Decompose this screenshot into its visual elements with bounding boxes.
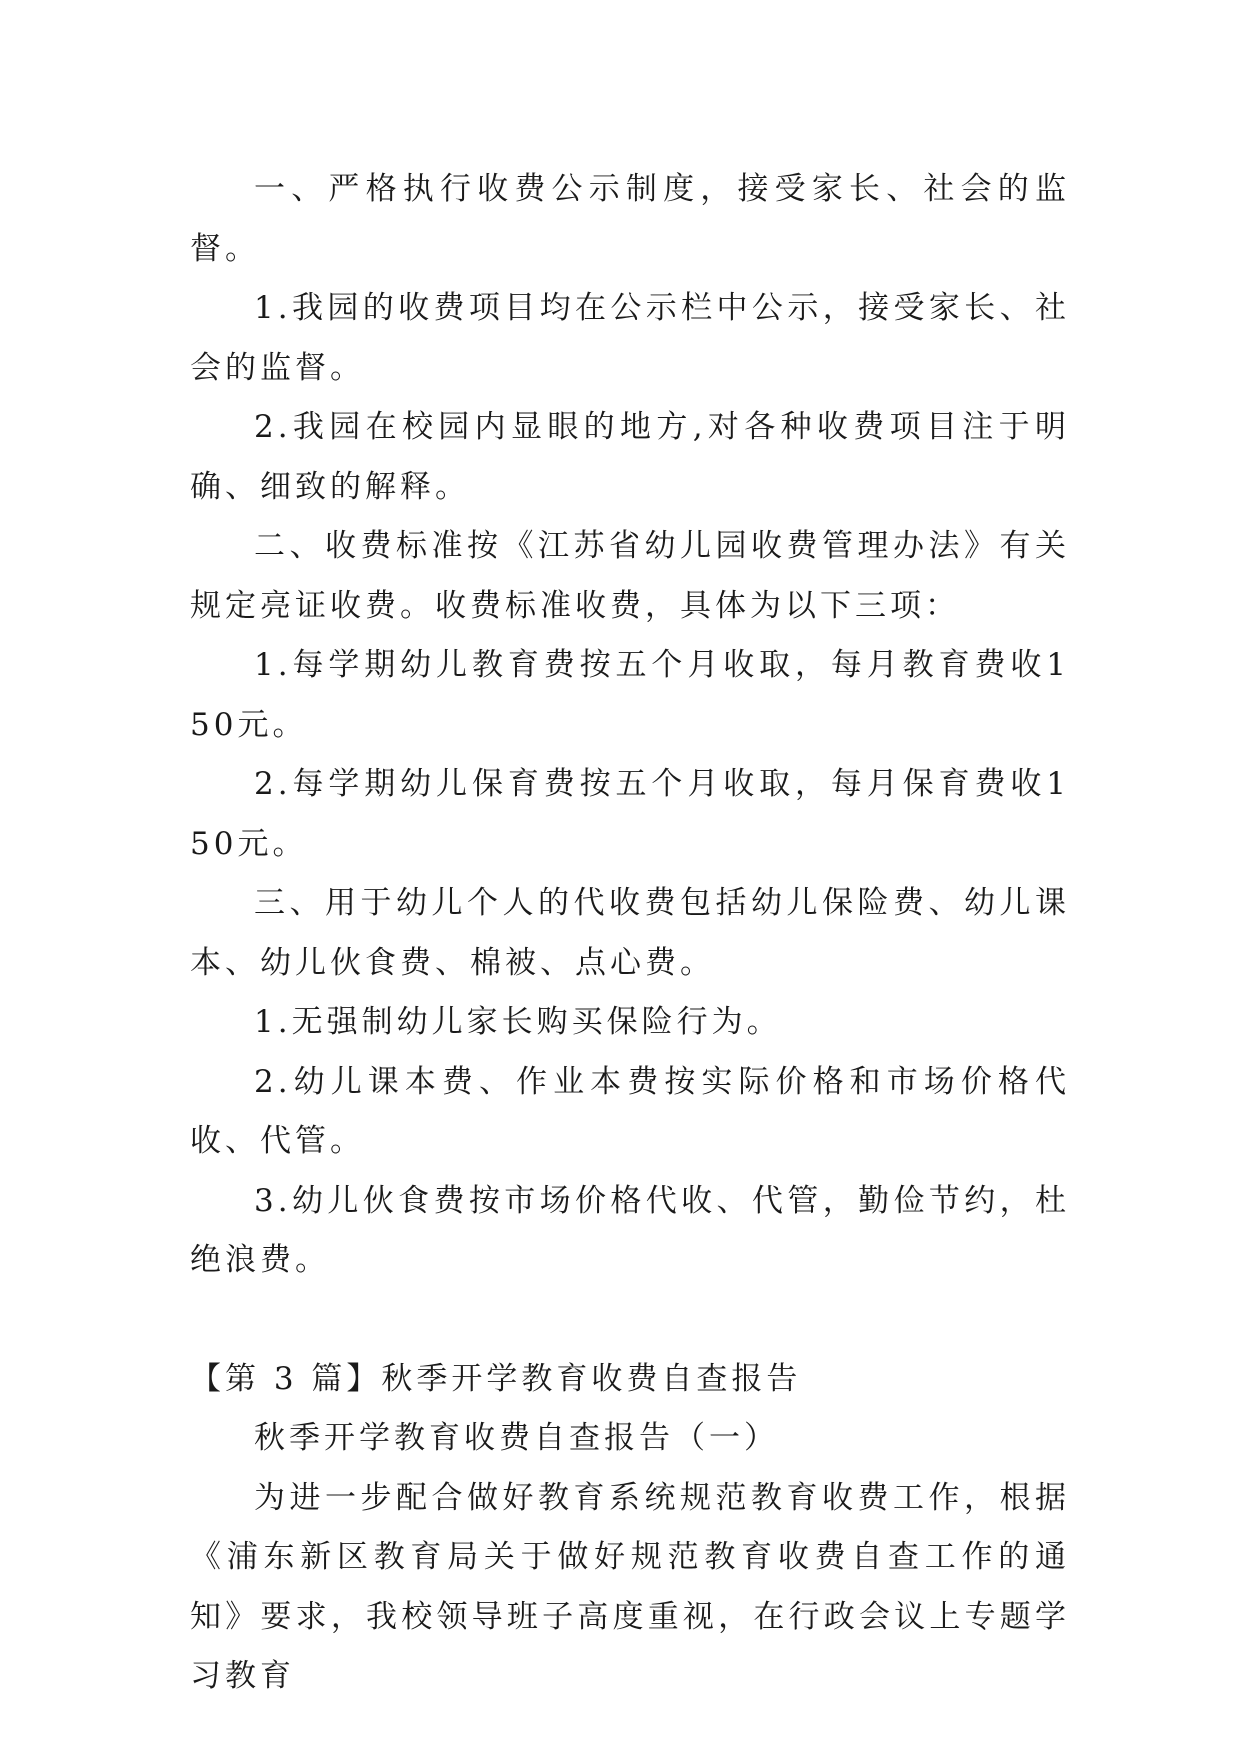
paragraph-fee-items-public: 1.我园的收费项目均在公示栏中公示，接受家长、社会的监督。 (190, 290, 1070, 386)
section-heading: 【第 3 篇】秋季开学教育收费自查报告 (190, 1360, 802, 1397)
paragraph-care-fee: 2.每学期幼儿保育费按五个月收取，每月保育费收150元。 (190, 766, 1070, 862)
report-subtitle: 秋季开学教育收费自查报告（一） (254, 1420, 779, 1456)
document-body (190, 160, 1070, 1707)
paragraph-insurance: 1.无强制幼儿家长购买保险行为。 (254, 1004, 782, 1040)
section-spacer (190, 1291, 1070, 1350)
paragraph-meal-fee: 3.幼儿伙食费按市场价格代收、代管，勤俭节约，杜绝浪费。 (190, 1182, 1070, 1278)
paragraph-fee-standard-heading: 二、收费标准按《江苏省幼儿园收费管理办法》有关规定亮证收费。收费标准收费，具体为以下三项： (190, 528, 1070, 624)
paragraph-fee-explanation: 2.我园在校园内显眼的地方,对各种收费项目注于明确、细致的解释。 (190, 409, 1070, 505)
paragraph-collection-fee-heading: 三、用于幼儿个人的代收费包括幼儿保险费、幼儿课本、幼儿伙食费、棉被、点心费。 (190, 885, 1070, 981)
paragraph-education-fee: 1.每学期幼儿教育费按五个月收取，每月教育费收150元。 (190, 647, 1070, 743)
paragraph-textbook-fee: 2.幼儿课本费、作业本费按实际价格和市场价格代收、代管。 (190, 1063, 1070, 1159)
paragraph-report-intro: 为进一步配合做好教育系统规范教育收费工作，根据《浦东新区教育局关于做好规范教育收费自查工作的通知》要求，我校领导班子高度重视，在行政会议上专题学习教育 (190, 1479, 1070, 1694)
paragraph-fee-disclosure-heading: 一、严格执行收费公示制度，接受家长、社会的监督。 (190, 171, 1070, 267)
